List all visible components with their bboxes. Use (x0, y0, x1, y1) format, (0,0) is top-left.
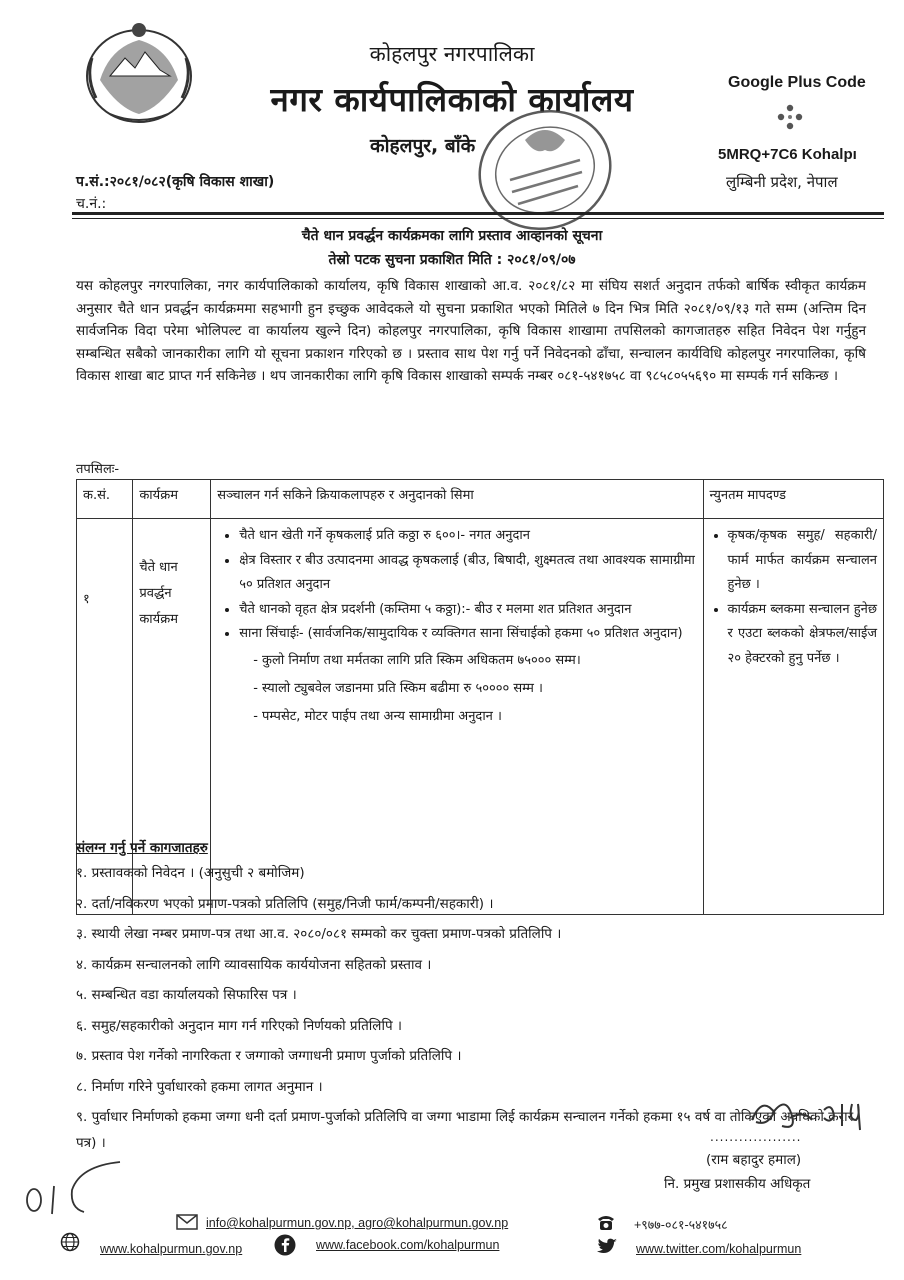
signatory-name: (राम बहादुर हमाल) (706, 1152, 802, 1168)
col-header-activities: सञ्चालन गर्न सकिने क्रियाकलापहरु र अनुदानको सिमा (211, 480, 703, 519)
activity-item: • क्षेत्र विस्तार र बीउ उत्पादनमा आवद्ध कृषकलाई (बीउ, बिषादी, शुक्ष्मतत्व तथा आवश्यक सामाग्रीमा ५० प्रतिशत अनुदान (239, 549, 696, 598)
row-program: चैते धान प्रवर्द्धन कार्यक्रम (133, 519, 211, 915)
office-name: नगर कार्यपालिकाको कार्यालय (270, 80, 634, 119)
globe-icon (60, 1232, 80, 1252)
footer-twitter[interactable]: www.twitter.com/kohalpurmun (636, 1242, 802, 1256)
document-item: ९. पुर्वाधार निर्माणको हकमा जग्गा धनी दर्ता प्रमाण-पुर्जाको प्रतिलिपि वा जग्गा भाडामा लिई कार्यक्रम सन्चालन गर्नेको हकमा १५ वर्ष वा तोकिएको अवधिको करार पत्र) । (76, 1109, 854, 1151)
document-item: ५. सम्बन्धित वडा कार्यालयको सिफारिस पत्र । (76, 987, 297, 1003)
norm-item: • कृषक/कृषक समुह/ सहकारी/ फार्म मार्फत कार्यक्रम सन्चालन हुनेछ । (728, 524, 878, 598)
notice-subtitle: तेस्रो पटक सुचना प्रकाशित मिति : २०८१/०९/०७ (328, 252, 576, 268)
row-number: १ (77, 519, 133, 915)
municipality-name: कोहलपुर नगरपालिका (369, 42, 535, 66)
irrigation-sub-list (217, 647, 696, 731)
document-item: १. प्रस्तावकको निवेदन । (अनुसुची २ बमोजिम) (76, 865, 305, 881)
activity-item: • साना सिंचाईः- (सार्वजनिक/सामुदायिक र व्यक्तिगत साना सिंचाईको हकमा ५० प्रतिशत अनुदान) (239, 622, 696, 647)
plus-code-title: Google Plus Code (728, 74, 866, 91)
row-activities (211, 519, 703, 915)
letter-number: प.सं.:२०८१/०८२(कृषि विकास शाखा) (76, 174, 275, 190)
header-rule-thick (72, 212, 884, 215)
document-item: ८. निर्माण गरिने पुर्वाधारको हकमा लागत अनुमान । (76, 1078, 323, 1095)
facebook-icon (274, 1234, 296, 1256)
signature-dots: ................... (710, 1130, 802, 1144)
notice-title: चैते धान प्रवर्द्धन कार्यक्रमका लागि प्रस्ताव आव्हानको सूचना (301, 228, 603, 244)
handwritten-note (20, 1150, 130, 1220)
row-norms (703, 519, 884, 915)
phone-icon (596, 1212, 616, 1232)
document-item: २. दर्ता/नविकरण भएको प्रमाण-पत्रको प्रतिलिपि (समुह/निजी फार्म/कम्पनी/सहकारी) । (76, 895, 494, 912)
footer-facebook[interactable]: www.facebook.com/kohalpurmun (316, 1238, 500, 1252)
activity-item: • चैते धान खेती गर्ने कृषकलाई प्रति कठ्ठा रु ६००।- नगत अनुदान (239, 524, 696, 549)
table-header-row (77, 480, 884, 519)
document-item: ७. प्रस्ताव पेश गर्नेको नागरिकता र जग्गाको जग्गाधनी प्रमाण पुर्जाको प्रतिलिपि । (76, 1048, 462, 1064)
document-item: ४. कार्यक्रम सन्चालनको लागि व्यावसायिक कार्ययोजना सहितको प्रस्ताव । (76, 956, 432, 973)
col-header-norms: न्युनतम मापदण्ड (703, 480, 884, 519)
sub-item: - स्यालो ट्युबवेल जडानमा प्रति स्किम बढीमा रु ५०००० सम्म । (253, 680, 543, 696)
sub-item: - कुलो निर्माण तथा मर्मतका लागि प्रति स्किम अधिकतम ७५००० सम्म। (253, 652, 581, 668)
notice-body: यस कोहलपुर नगरपालिका, नगर कार्यपालिकाको कार्यालय, कृषि विकास शाखाको आ.व. २०८१/८२ मा संघिय सशर्त अनुदान तर्फको बार्षिक स्वीकृत कार्यक्रम अनुसार चैते धान प्रवर्द्धन कार्यक्रममा सहभागी हुन इच्छुक आवेदकले यो सुचना प्रकाशित भएको मितिले ७ दिन भित्र मिति २०८१/०९/१३ गते सम्म (अन्तिम दिन सार्वजनिक विदा परेमा भोलिपल्ट वा कार्यालय खुल्ने दिन) कोहलपुर नगरपालिका, कृषि विकास शाखामा तपसिलको कागजातहरु सहित निवेदन पेश गर्नुहुन सम्बन्धित सबैको जानकारीका लागि यो सूचना प्रकाशन गरिएको छ । प्रस्ताव साथ पेश गर्नु पर्ने निवेदनको ढाँचा, सन्चालन कार्यविधि कोहलपुर नगरपालिका, कृषि विकास शाखा बाट प्राप्त गर्न सकिनेछ । थप जानकारीका लागि कृषि विकास शाखाको सम्पर्क नम्बर ०८१-५४१७५८ वा ९८५८०५५६९० मा सम्पर्क गर्न सकिन्छ । (76, 278, 866, 384)
footer-email[interactable]: info@kohalpurmun.gov.np, agro@kohalpurmun.gov.np (206, 1216, 509, 1230)
footer-phone: +९७७-०८१-५४१७५८ (634, 1218, 728, 1232)
plus-code-icon (777, 104, 803, 134)
norms-list (710, 524, 878, 671)
dispatch-number: च.नं.: (76, 196, 107, 212)
footer-website[interactable]: www.kohalpurmun.gov.np (100, 1242, 243, 1256)
tapasil-label: तपसिलः- (76, 462, 120, 477)
signatory-designation: नि. प्रमुख प्रशासकीय अधिकृत (664, 1176, 811, 1192)
col-header-sn: क.सं. (77, 480, 133, 519)
document-item: ३. स्थायी लेखा नम्बर प्रमाण-पत्र तथा आ.व. २०८०/०८१ सम्मको कर चुक्ता प्रमाण-पत्रको प्रतिलिपि । (76, 926, 562, 942)
header-rule-thin (72, 218, 884, 219)
document-item: ६. समुह/सहकारीको अनुदान माग गर्न गरिएको निर्णयको प्रतिलिपि । (76, 1017, 403, 1034)
activity-item: • चैते धानको वृहत क्षेत्र प्रदर्शनी (कम्तिमा ५ कठ्ठा):- बीउ र मलमा शत प्रतिशत अनुदान (239, 598, 696, 623)
email-icon (176, 1214, 198, 1230)
twitter-icon (596, 1238, 618, 1256)
activities-list (217, 524, 696, 647)
province: लुम्बिनी प्रदेश, नेपाल (726, 173, 838, 191)
office-location: कोहलपुर, बाँके (370, 135, 476, 157)
col-header-program: कार्यक्रम (133, 480, 211, 519)
documents-title: संलग्न गर्नु पर्ने कागजातहरु (76, 840, 208, 856)
sub-item: - पम्पसेट, मोटर पाईप तथा अन्य सामाग्रीमा अनुदान । (253, 708, 502, 724)
norm-item: • कार्यक्रम ब्लकमा सन्चालन हुनेछ र एउटा ब्लकको क्षेत्रफल/साईज २० हेक्टरको हुनु पर्नेछ । (728, 598, 878, 672)
office-stamp (470, 100, 620, 240)
plus-code-value: 5MRQ+7C6 Kohalpı (718, 146, 857, 163)
